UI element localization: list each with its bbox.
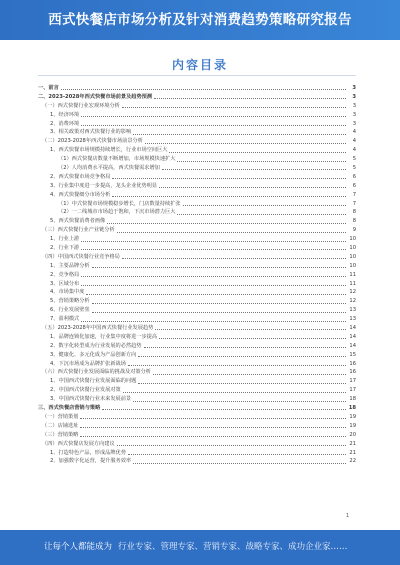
toc-entry-page: 19 [349, 413, 356, 420]
toc-entry-label: 3、行业集中度进一步提高，龙头企业优势明显 [50, 182, 158, 189]
toc-entry[interactable] [38, 173, 356, 182]
toc-entry[interactable] [38, 404, 356, 413]
toc-leader-dots [92, 303, 346, 304]
toc-entry-label: 1、西式快餐市场规模持续增长，行业市场空间巨大 [50, 147, 168, 154]
toc-entry-label: （三）西式快餐行业产业链分析 [42, 227, 115, 234]
toc-entry-page: 7 [352, 191, 356, 198]
toc-entry-label: 6、行业发展壁垒 [50, 307, 90, 314]
toc-entry[interactable] [38, 297, 356, 306]
toc-entry-page: 10 [349, 262, 356, 269]
toc-leader-dots [133, 401, 346, 402]
toc-entry-page: 7 [352, 200, 356, 207]
toc-entry-label: 1、品牌连锁化加速，行业集中度将进一步提高 [50, 333, 158, 340]
toc-entry-page: 11 [349, 280, 356, 287]
toc-entry[interactable] [38, 306, 356, 315]
toc-leader-dots [81, 321, 346, 322]
toc-leader-dots [159, 187, 346, 188]
toc-leader-dots [112, 178, 346, 179]
toc-entry-page: 21 [349, 449, 356, 456]
toc-leader-dots [92, 267, 346, 268]
toc-entry-page: 14 [349, 342, 356, 349]
toc-divider [38, 75, 356, 76]
toc-entry-page: 17 [349, 378, 356, 385]
toc-entry-label: 4、市场集中度 [50, 289, 85, 296]
toc-entry[interactable] [38, 102, 356, 111]
toc-entry[interactable] [38, 422, 356, 431]
toc-entry-page: 8 [352, 218, 356, 225]
toc-entry-page: 16 [349, 360, 356, 367]
toc-entry[interactable] [38, 244, 356, 253]
toc-entry-label: （一）营销策划 [42, 413, 79, 420]
toc-entry-label: （四）中国西式快餐行业竞争格局 [42, 253, 120, 260]
toc-entry[interactable] [38, 93, 356, 102]
footer-banner [0, 530, 400, 565]
toc-leader-dots [138, 356, 346, 357]
toc-entry-page: 13 [349, 307, 356, 314]
toc-entry-page: 8 [352, 209, 356, 216]
toc-leader-dots [61, 89, 346, 90]
toc-leader-dots [81, 125, 346, 126]
footer-tagline: 行业专家、管理专家、营销专家、战略专家、成功企业家…… [118, 542, 348, 552]
toc-leader-dots [117, 232, 346, 233]
toc-entry-label: 1、行业上游 [50, 236, 80, 243]
toc-entry-label: 1、打造特色产品，形成品牌优势 [50, 449, 126, 456]
toc-entry-page: 6 [352, 173, 356, 180]
toc-entry[interactable] [38, 137, 356, 146]
toc-entry-label: （1）西式快餐店数量不断增加，市场规模快速扩大 [58, 156, 176, 163]
toc-entry-label: 1、主要品牌分析 [50, 262, 90, 269]
toc-entry-page: 12 [349, 298, 356, 305]
toc-leader-dots [107, 223, 346, 224]
toc-entry[interactable] [38, 235, 356, 244]
toc-entry-page: 10 [349, 245, 356, 252]
toc-entry-label: （二）2023-2028年西式快餐市场前景分析 [42, 138, 143, 145]
toc-entry[interactable] [38, 226, 356, 235]
toc-entry-page: 22 [349, 458, 356, 465]
toc-entry[interactable] [38, 440, 356, 449]
toc-leader-dots [153, 374, 346, 375]
toc-entry[interactable] [38, 280, 356, 289]
toc-entry[interactable] [38, 208, 356, 217]
toc-entry-page: 4 [352, 147, 356, 154]
toc-leader-dots [138, 383, 346, 384]
toc-leader-dots [169, 152, 346, 153]
toc-entry[interactable] [38, 217, 356, 226]
toc-leader-dots [128, 365, 346, 366]
toc-leader-dots [133, 463, 346, 464]
toc-entry-page: 10 [349, 236, 356, 243]
toc-entry-label: 2、数字化转型成为行业发展的必然趋势 [50, 342, 142, 349]
toc-entry-page: 9 [352, 227, 356, 234]
toc-entry-page: 5 [352, 156, 356, 163]
toc-entry-page: 20 [349, 431, 356, 438]
toc-entry-label: 7、盈利模式 [50, 316, 80, 323]
toc-entry[interactable] [38, 457, 356, 466]
report-header-banner [0, 0, 400, 40]
toc-entry-label: 三、西式快餐店营销与策略 [38, 405, 101, 412]
toc-entry-label: 3、健康化、多元化成为产品创新方向 [50, 351, 137, 358]
toc-entry-label: 4、下沉市场成为品牌扩张新战场 [50, 360, 126, 367]
toc-entry-page: 14 [349, 333, 356, 340]
toc-leader-dots [117, 445, 346, 446]
toc-entry-label: （四）西式快餐店发展方向建议 [42, 440, 115, 447]
toc-entry-label: 1、经济环境 [50, 111, 80, 118]
toc-leader-dots [92, 312, 346, 313]
toc-entry-label: 1、中国西式快餐行业发展面临的问题 [50, 378, 137, 385]
toc-leader-dots [128, 454, 346, 455]
toc-entry-label: （六）西式快餐行业发展面临的挑战及对策分析 [42, 369, 151, 376]
toc-entry[interactable] [38, 200, 356, 209]
toc-entry-label: （一）西式快餐行业宏观环境分析 [42, 102, 120, 109]
toc-leader-dots [133, 134, 346, 135]
toc-leader-dots [80, 418, 346, 419]
toc-entry-label: 3、相关政策对西式快餐行业的影响 [50, 129, 132, 136]
toc-leader-dots [144, 347, 347, 348]
toc-entry-page: 13 [349, 316, 356, 323]
toc-entry[interactable] [38, 333, 356, 342]
toc-entry-label: 3、中国西式快餐行业未来发展前景 [50, 396, 132, 403]
toc-entry[interactable] [38, 155, 356, 164]
toc-entry[interactable] [38, 369, 356, 378]
toc-entry[interactable] [38, 128, 356, 137]
toc-entry-page: 3 [352, 111, 356, 118]
toc-leader-dots [123, 392, 346, 393]
toc-entry[interactable] [38, 360, 356, 369]
toc-entry-label: 2、消费环境 [50, 120, 80, 127]
toc-leader-dots [145, 143, 346, 144]
toc-entry-page: 10 [349, 253, 356, 260]
toc-entry-page: 4 [352, 129, 356, 136]
toc-entry-label: 5、西式快餐消费者画像 [50, 218, 106, 225]
toc-entry[interactable] [38, 395, 356, 404]
toc-leader-dots [80, 436, 346, 437]
toc-entry-label: 2、行业下游 [50, 245, 80, 252]
toc-entry[interactable] [38, 271, 356, 280]
toc-entry-label: 2、加强数字化运营，提升服务效率 [50, 458, 132, 465]
toc-entry-page: 15 [349, 351, 356, 358]
toc-entry[interactable] [38, 377, 356, 386]
toc-entry-label: 2、中国西式快餐行业发展对策 [50, 387, 121, 394]
toc-entry-label: 二、2023-2028年西式快餐市场前景及趋势预测 [38, 93, 153, 100]
toc-entry[interactable] [38, 351, 356, 360]
toc-leader-dots [183, 205, 346, 206]
toc-entry-label: （二）店铺选址 [42, 422, 79, 429]
toc-entry[interactable] [38, 413, 356, 422]
toc-entry[interactable] [38, 182, 356, 191]
toc-entry-label: 4、西式快餐细分市场分析 [50, 191, 111, 198]
toc-entry-page: 4 [352, 138, 356, 145]
toc-entry-label: 5、营销策略分析 [50, 298, 90, 305]
toc-entry[interactable] [38, 191, 356, 200]
toc-leader-dots [81, 116, 346, 117]
toc-leader-dots [162, 169, 346, 170]
toc-entry-page: 17 [349, 387, 356, 394]
toc-entry-page: 5 [352, 165, 356, 171]
toc-entry-page: 14 [349, 325, 356, 332]
toc-entry-page: 3 [352, 120, 356, 127]
toc-entry[interactable] [38, 324, 356, 333]
toc-entry-label: 2、西式快餐市场竞争格局 [50, 173, 111, 180]
toc-leader-dots [154, 98, 346, 99]
toc-entry-label: 一、前言 [38, 84, 59, 91]
toc-entry-label: （五）2023-2028年中国西式快餐行业发展趋势 [42, 325, 154, 332]
toc-entry[interactable] [38, 262, 356, 271]
toc-leader-dots [81, 276, 346, 277]
page-number: 1 [346, 513, 350, 519]
toc-leader-dots [81, 249, 346, 250]
toc-entry-page: 18 [349, 396, 356, 403]
toc-entry-page: 21 [349, 440, 356, 447]
toc-leader-dots [122, 107, 346, 108]
toc-entry[interactable] [38, 386, 356, 395]
toc-entry[interactable] [38, 111, 356, 120]
toc-entry-page: 16 [349, 369, 356, 376]
toc-entry-label: （2）一二线城市市场趋于饱和，下沉市场潜力巨大 [58, 209, 176, 216]
toc-entry-page: 12 [349, 289, 356, 296]
toc-entry[interactable] [38, 164, 356, 173]
toc-leader-dots [81, 241, 346, 242]
toc-entry-page: 19 [349, 422, 356, 429]
toc-entry-page: 18 [348, 405, 356, 412]
toc-heading: 内容目录 [171, 58, 228, 72]
toc-leader-dots [159, 338, 346, 339]
toc-leader-dots [102, 409, 346, 410]
toc-leader-dots [177, 214, 346, 215]
toc-leader-dots [155, 329, 346, 330]
toc-entry-page: 6 [352, 182, 356, 189]
toc-entry[interactable] [38, 449, 356, 458]
toc-entry-page: 3 [352, 102, 356, 109]
toc-entry-label: 2、竞争格局 [50, 271, 80, 278]
report-title: 西式快餐店市场分析及针对消费趋势策略研究报告 [48, 12, 352, 28]
toc-leader-dots [177, 161, 346, 162]
toc-entry[interactable] [38, 146, 356, 155]
footer-slogan: 让每个人都能成为 [44, 542, 113, 552]
toc-entry-label: 3、区域分布 [50, 280, 80, 287]
toc-entry-label: （1）中式快餐市场规模稳步增长，门店数量持续扩张 [58, 200, 181, 207]
table-of-contents [38, 84, 356, 466]
toc-leader-dots [81, 285, 346, 286]
toc-leader-dots [80, 427, 346, 428]
toc-leader-dots [122, 258, 346, 259]
toc-entry-label: （三）营销策略 [42, 431, 79, 438]
toc-entry[interactable] [38, 315, 356, 324]
toc-leader-dots [112, 196, 346, 197]
toc-entry[interactable] [38, 253, 356, 262]
toc-entry-page: 3 [352, 84, 356, 91]
toc-entry[interactable] [38, 120, 356, 129]
toc-leader-dots [86, 294, 346, 295]
toc-entry-label: （2）人均消费水平提高，西式快餐需求增加 [58, 165, 160, 171]
toc-entry-page: 3 [352, 93, 356, 100]
toc-entry[interactable] [38, 84, 356, 93]
toc-entry-page: 11 [349, 271, 356, 278]
toc-entry[interactable] [38, 431, 356, 440]
toc-entry[interactable] [38, 288, 356, 297]
toc-entry[interactable] [38, 342, 356, 351]
